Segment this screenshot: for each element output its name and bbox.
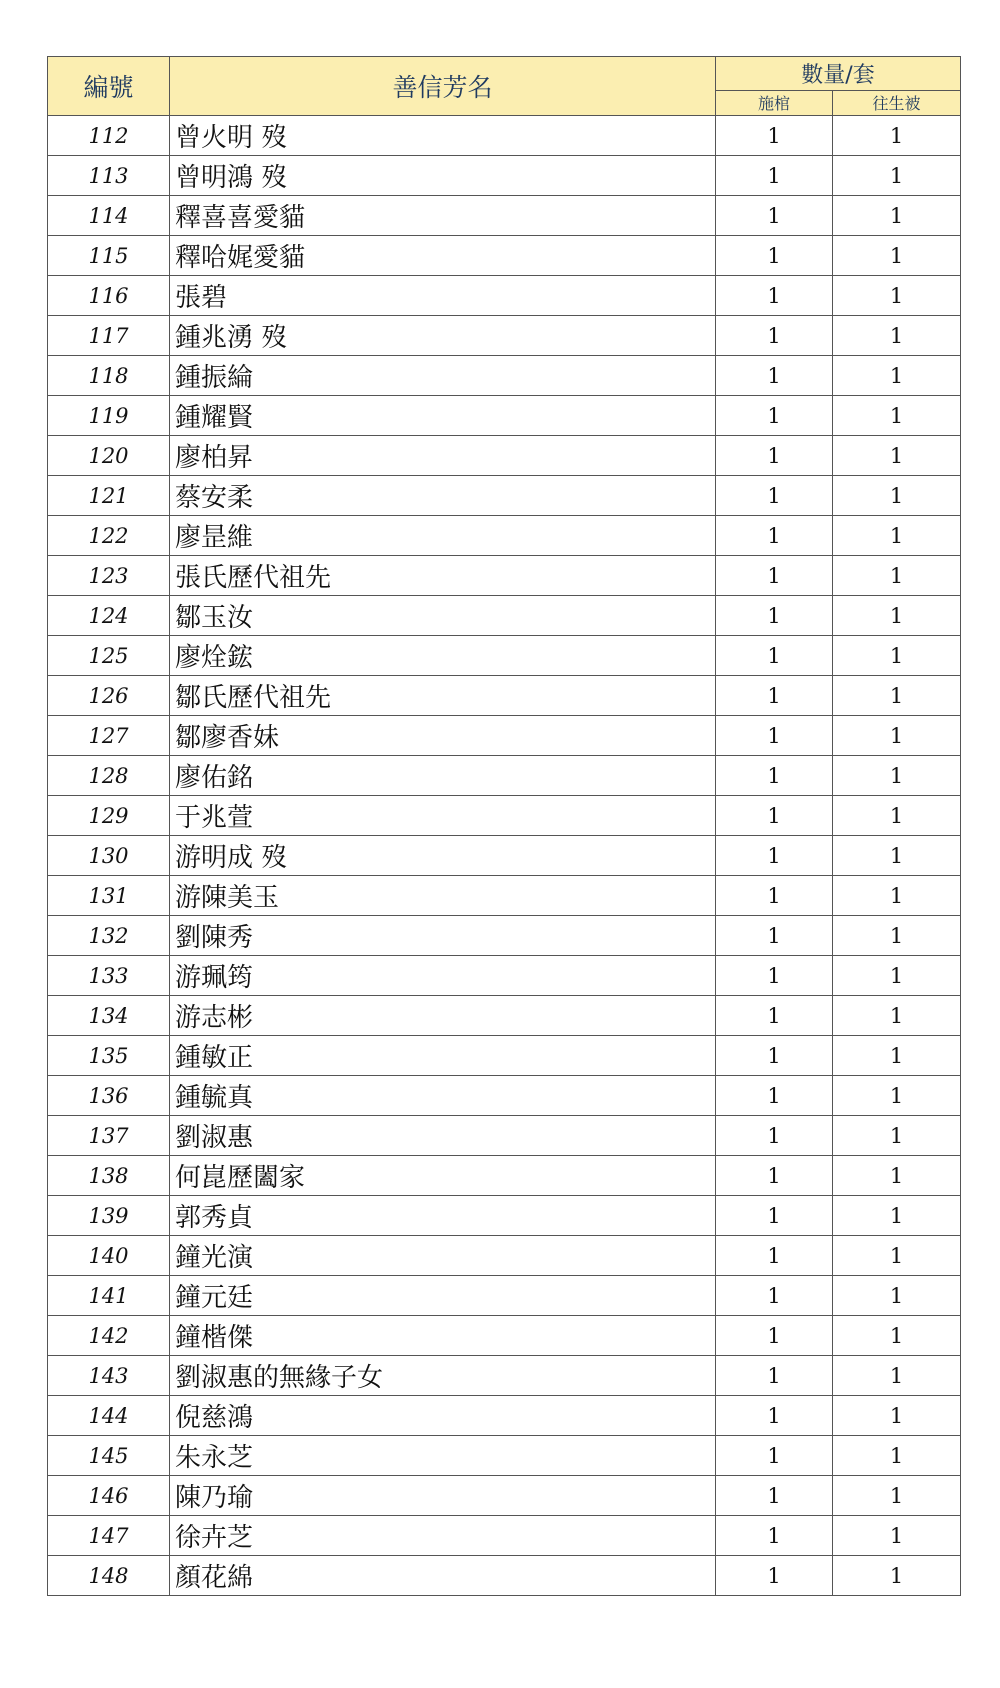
table-row [48, 756, 961, 796]
row-coffin-count: 1 [716, 996, 833, 1036]
row-name: 于兆萱 [170, 796, 716, 836]
table-row [48, 1516, 961, 1556]
row-name: 張碧 [170, 276, 716, 316]
row-coffin-count: 1 [716, 876, 833, 916]
row-id: 141 [48, 1276, 170, 1316]
table-row [48, 1076, 961, 1116]
row-coffin-count: 1 [716, 756, 833, 796]
table-row [48, 356, 961, 396]
table-row [48, 676, 961, 716]
row-quilt-count: 1 [833, 716, 961, 756]
row-coffin-count: 1 [716, 276, 833, 316]
row-coffin-count: 1 [716, 1236, 833, 1276]
row-coffin-count: 1 [716, 1156, 833, 1196]
row-id: 139 [48, 1196, 170, 1236]
table-row [48, 1556, 961, 1596]
row-quilt-count: 1 [833, 436, 961, 476]
row-quilt-count: 1 [833, 676, 961, 716]
row-coffin-count: 1 [716, 1396, 833, 1436]
row-name: 鍾兆湧 歿 [170, 316, 716, 356]
row-id: 136 [48, 1076, 170, 1116]
row-quilt-count: 1 [833, 1556, 961, 1596]
table-row [48, 1156, 961, 1196]
table-row [48, 1436, 961, 1476]
row-name: 游明成 歿 [170, 836, 716, 876]
row-coffin-count: 1 [716, 116, 833, 156]
table-row [48, 916, 961, 956]
row-coffin-count: 1 [716, 156, 833, 196]
row-coffin-count: 1 [716, 1316, 833, 1356]
row-quilt-count: 1 [833, 156, 961, 196]
row-id: 122 [48, 516, 170, 556]
row-name: 陳乃瑜 [170, 1476, 716, 1516]
row-id: 142 [48, 1316, 170, 1356]
row-id: 144 [48, 1396, 170, 1436]
row-id: 129 [48, 796, 170, 836]
table-row [48, 1316, 961, 1356]
row-name: 鍾敏正 [170, 1036, 716, 1076]
row-quilt-count: 1 [833, 1316, 961, 1356]
row-name: 鍾耀賢 [170, 396, 716, 436]
header-id: 編號 [48, 57, 170, 116]
table-row [48, 1036, 961, 1076]
row-name: 郭秀貞 [170, 1196, 716, 1236]
row-name: 曾火明 歿 [170, 116, 716, 156]
row-name: 鄒氏歷代祖先 [170, 676, 716, 716]
row-id: 145 [48, 1436, 170, 1476]
row-coffin-count: 1 [716, 676, 833, 716]
row-name: 鐘光演 [170, 1236, 716, 1276]
row-quilt-count: 1 [833, 756, 961, 796]
row-coffin-count: 1 [716, 716, 833, 756]
row-coffin-count: 1 [716, 356, 833, 396]
row-id: 128 [48, 756, 170, 796]
row-id: 134 [48, 996, 170, 1036]
row-name: 鍾振綸 [170, 356, 716, 396]
table-row [48, 836, 961, 876]
donor-table [47, 56, 961, 1596]
row-quilt-count: 1 [833, 1396, 961, 1436]
row-id: 117 [48, 316, 170, 356]
row-quilt-count: 1 [833, 796, 961, 836]
table-row [48, 156, 961, 196]
row-name: 徐卉芝 [170, 1516, 716, 1556]
row-quilt-count: 1 [833, 636, 961, 676]
row-name: 鍾毓真 [170, 1076, 716, 1116]
row-quilt-count: 1 [833, 1156, 961, 1196]
row-quilt-count: 1 [833, 236, 961, 276]
row-quilt-count: 1 [833, 556, 961, 596]
row-name: 鄒玉汝 [170, 596, 716, 636]
row-coffin-count: 1 [716, 956, 833, 996]
row-id: 114 [48, 196, 170, 236]
table-row [48, 1236, 961, 1276]
row-quilt-count: 1 [833, 276, 961, 316]
row-name: 游珮筠 [170, 956, 716, 996]
row-coffin-count: 1 [716, 556, 833, 596]
row-name: 釋哈娓愛貓 [170, 236, 716, 276]
row-coffin-count: 1 [716, 636, 833, 676]
row-quilt-count: 1 [833, 1276, 961, 1316]
table-row [48, 796, 961, 836]
row-coffin-count: 1 [716, 916, 833, 956]
row-id: 126 [48, 676, 170, 716]
row-quilt-count: 1 [833, 116, 961, 156]
table-row [48, 436, 961, 476]
row-quilt-count: 1 [833, 516, 961, 556]
row-coffin-count: 1 [716, 1436, 833, 1476]
row-id: 112 [48, 116, 170, 156]
row-name: 廖佑銘 [170, 756, 716, 796]
table-row [48, 996, 961, 1036]
table-row [48, 1396, 961, 1436]
row-name: 顏花綿 [170, 1556, 716, 1596]
row-quilt-count: 1 [833, 316, 961, 356]
row-quilt-count: 1 [833, 1196, 961, 1236]
row-id: 113 [48, 156, 170, 196]
row-id: 119 [48, 396, 170, 436]
row-coffin-count: 1 [716, 196, 833, 236]
table-row [48, 1476, 961, 1516]
row-coffin-count: 1 [716, 516, 833, 556]
row-name: 何崑歷闔家 [170, 1156, 716, 1196]
table-row [48, 956, 961, 996]
table-body [48, 116, 961, 1596]
row-id: 115 [48, 236, 170, 276]
row-id: 131 [48, 876, 170, 916]
table-header [48, 57, 961, 116]
row-quilt-count: 1 [833, 1356, 961, 1396]
table-row [48, 476, 961, 516]
table-row [48, 1116, 961, 1156]
header-name: 善信芳名 [170, 57, 716, 116]
table-row [48, 636, 961, 676]
row-id: 124 [48, 596, 170, 636]
row-id: 137 [48, 1116, 170, 1156]
row-quilt-count: 1 [833, 956, 961, 996]
row-name: 蔡安柔 [170, 476, 716, 516]
row-id: 140 [48, 1236, 170, 1276]
table-row [48, 1356, 961, 1396]
table-row [48, 236, 961, 276]
row-quilt-count: 1 [833, 1236, 961, 1276]
row-quilt-count: 1 [833, 916, 961, 956]
row-coffin-count: 1 [716, 1356, 833, 1396]
table-row [48, 196, 961, 236]
row-quilt-count: 1 [833, 1116, 961, 1156]
table-row [48, 1276, 961, 1316]
row-name: 廖烇鋐 [170, 636, 716, 676]
table-row [48, 396, 961, 436]
row-id: 138 [48, 1156, 170, 1196]
table-row [48, 556, 961, 596]
row-name: 廖柏昇 [170, 436, 716, 476]
row-name: 倪慈鴻 [170, 1396, 716, 1436]
row-id: 118 [48, 356, 170, 396]
row-name: 游志彬 [170, 996, 716, 1036]
table-row [48, 276, 961, 316]
row-coffin-count: 1 [716, 1516, 833, 1556]
row-name: 廖昰維 [170, 516, 716, 556]
row-quilt-count: 1 [833, 356, 961, 396]
row-name: 劉淑惠的無緣子女 [170, 1356, 716, 1396]
row-coffin-count: 1 [716, 1116, 833, 1156]
row-coffin-count: 1 [716, 1556, 833, 1596]
table-row [48, 876, 961, 916]
row-id: 120 [48, 436, 170, 476]
row-id: 123 [48, 556, 170, 596]
table-row [48, 596, 961, 636]
row-quilt-count: 1 [833, 196, 961, 236]
donor-list-sheet [47, 56, 960, 1596]
row-name: 曾明鴻 歿 [170, 156, 716, 196]
row-quilt-count: 1 [833, 876, 961, 916]
row-coffin-count: 1 [716, 796, 833, 836]
row-coffin-count: 1 [716, 596, 833, 636]
header-coffin: 施棺 [716, 90, 833, 115]
row-quilt-count: 1 [833, 836, 961, 876]
row-quilt-count: 1 [833, 1476, 961, 1516]
header-quilt: 往生被 [833, 90, 961, 115]
row-name: 游陳美玉 [170, 876, 716, 916]
table-row [48, 516, 961, 556]
row-name: 劉陳秀 [170, 916, 716, 956]
row-id: 133 [48, 956, 170, 996]
row-coffin-count: 1 [716, 1276, 833, 1316]
row-quilt-count: 1 [833, 996, 961, 1036]
row-id: 121 [48, 476, 170, 516]
row-id: 127 [48, 716, 170, 756]
row-coffin-count: 1 [716, 1036, 833, 1076]
table-row [48, 1196, 961, 1236]
row-id: 132 [48, 916, 170, 956]
row-quilt-count: 1 [833, 1436, 961, 1476]
row-coffin-count: 1 [716, 476, 833, 516]
row-quilt-count: 1 [833, 476, 961, 516]
row-coffin-count: 1 [716, 236, 833, 276]
row-id: 146 [48, 1476, 170, 1516]
row-quilt-count: 1 [833, 1036, 961, 1076]
table-row [48, 316, 961, 356]
row-id: 116 [48, 276, 170, 316]
row-name: 鐘元廷 [170, 1276, 716, 1316]
row-coffin-count: 1 [716, 316, 833, 356]
row-coffin-count: 1 [716, 1076, 833, 1116]
header-quantity: 數量/套 [716, 57, 961, 91]
row-name: 朱永芝 [170, 1436, 716, 1476]
row-quilt-count: 1 [833, 1516, 961, 1556]
row-name: 鄒廖香妹 [170, 716, 716, 756]
row-name: 釋喜喜愛貓 [170, 196, 716, 236]
row-coffin-count: 1 [716, 836, 833, 876]
table-row [48, 716, 961, 756]
row-quilt-count: 1 [833, 396, 961, 436]
row-quilt-count: 1 [833, 1076, 961, 1116]
row-name: 劉淑惠 [170, 1116, 716, 1156]
row-id: 125 [48, 636, 170, 676]
table-row [48, 116, 961, 156]
row-id: 130 [48, 836, 170, 876]
row-name: 張氏歷代祖先 [170, 556, 716, 596]
row-id: 143 [48, 1356, 170, 1396]
row-name: 鐘楷傑 [170, 1316, 716, 1356]
row-coffin-count: 1 [716, 1476, 833, 1516]
row-id: 148 [48, 1556, 170, 1596]
row-id: 135 [48, 1036, 170, 1076]
row-coffin-count: 1 [716, 436, 833, 476]
row-id: 147 [48, 1516, 170, 1556]
row-coffin-count: 1 [716, 396, 833, 436]
row-quilt-count: 1 [833, 596, 961, 636]
row-coffin-count: 1 [716, 1196, 833, 1236]
